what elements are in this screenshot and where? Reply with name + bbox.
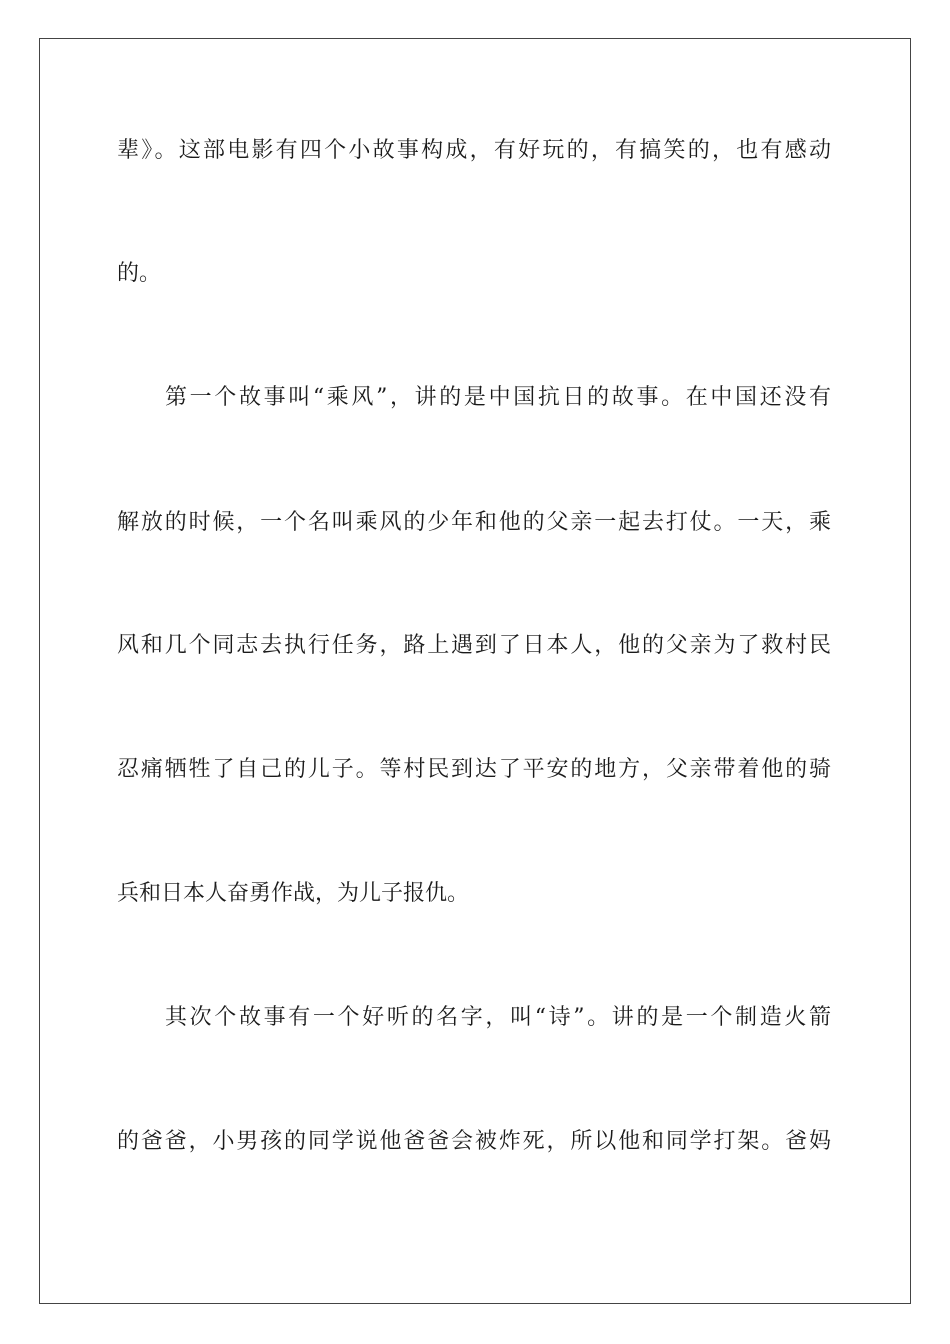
paragraph-3-line-1: 其次个故事有一个好听的名字，叫“诗”。讲的是一个制造火箭 bbox=[165, 1005, 831, 1030]
paragraph-3-line-2: 的爸爸，小男孩的同学说他爸爸会被炸死，所以他和同学打架。爸妈 bbox=[117, 1129, 831, 1154]
text-line-1: 辈》。这部电影有四个小故事构成，有好玩的，有搞笑的，也有感动 bbox=[117, 138, 831, 163]
paragraph-2-line-2: 解放的时候，一个名叫乘风的少年和他的父亲一起去打仗。一天，乘 bbox=[117, 510, 831, 535]
paragraph-2-line-3: 风和几个同志去执行任务，路上遇到了日本人，他的父亲为了救村民 bbox=[117, 633, 831, 658]
page-border bbox=[39, 38, 911, 1304]
paragraph-2-line-1: 第一个故事叫“乘风”，讲的是中国抗日的故事。在中国还没有 bbox=[165, 385, 831, 410]
paragraph-2-line-4: 忍痛牺牲了自己的儿子。等村民到达了平安的地方，父亲带着他的骑 bbox=[117, 757, 831, 782]
paragraph-2-line-5: 兵和日本人奋勇作战，为儿子报仇。 bbox=[117, 881, 470, 906]
text-line-2: 的。 bbox=[117, 261, 162, 286]
